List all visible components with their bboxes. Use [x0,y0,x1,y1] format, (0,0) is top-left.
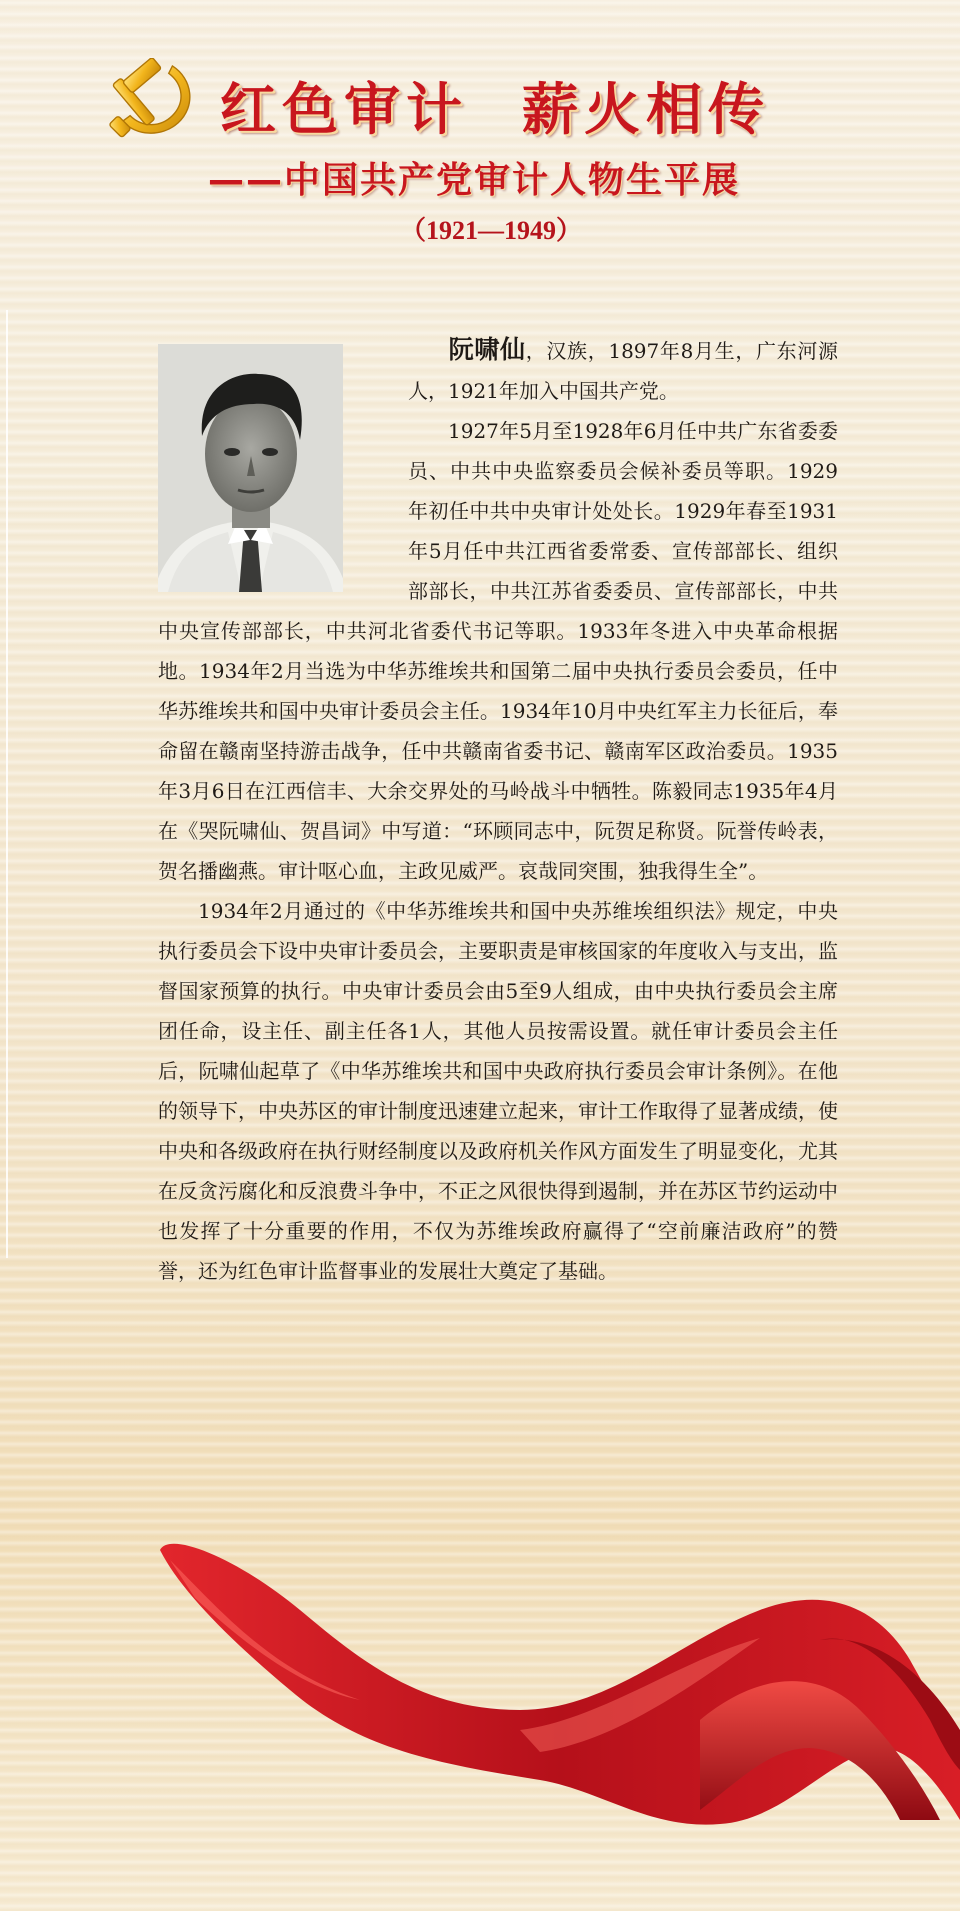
page-subtitle: ——中国共产党审计人物生平展 [208,160,741,201]
photo-wrap-space [158,330,408,602]
title-part-1: 红色审计 [220,78,468,143]
red-ribbon-decoration [0,1520,960,1840]
bio-audit-paragraph [158,891,838,1291]
hammer-and-sickle-icon [108,58,200,142]
year-range: （1921—1949） [400,216,583,245]
bio-audit-text: 1934年2月通过的《中华苏维埃共和国中央苏维埃组织法》规定，中央执行委员会下设中央审计委员会，主要职责是审核国家的年度收入与支出，监督国家预算的执行。中央审计委员会由5至9人组成，由中央执行委员会主席团任命，设主任、副主任各1人，其他人员按需设置。就任审计委员会主任后，阮啸仙起草了《中华苏维埃共和国中央政府执行委员会审计条例》。在他的领导下，中央苏区的审计制度迅速建立起来，审计工作取得了显著成绩，使中央和各级政府在执行财经制度以及政府机关作风方面发生了明显变化，尤其在反贪污腐化和反浪费斗争中，不正之风很快得到遏制，并在苏区节约运动中也发挥了十分重要的作用，不仅为苏维埃政府赢得了“空前廉洁政府”的赞誉，还为红色审计监督事业的发展壮大奠定了基础。 [158,899,838,1283]
person-name: 阮啸仙 [448,335,526,364]
page-title [220,66,770,146]
biography-article [158,330,838,1291]
page-header [0,0,960,260]
bio-career-text: 1927年5月至1928年6月任中共广东省委委员、中共中央监察委员会候补委员等职。1929年初任中共中央审计处处长。1929年春至1931年5月任中共江西省委常委、宣传部部长、组织部部长，中共江苏省委委员、宣传部部长，中共中央宣传部部长，中共河北省委代书记等职。1933年冬进入中央革命根据地。1934年2月当选为中华苏维埃共和国第二届中央执行委员会委员，任中华苏维埃共和国中央审计委员会主任。1934年10月中央红军主力长征后，奉命留在赣南坚持游击战争，任中共赣南省委书记、赣南军区政治委员。1935年3月6日在江西信丰、大余交界处的马岭战斗中牺牲。陈毅同志1935年4月在《哭阮啸仙、贺昌词》中写道：“环顾同志中，阮贺足称贤。阮誉传岭表，贺名播幽燕。审计呕心血，主政见威严。哀哉同突围，独我得生全”。 [158,419,838,883]
side-divider-line [6,310,8,1258]
title-part-2: 薪火相传 [522,78,770,143]
bio-intro-text: ，汉族，1897年8月生，广东河源人，1921年加入中国共产党。 [408,339,838,403]
